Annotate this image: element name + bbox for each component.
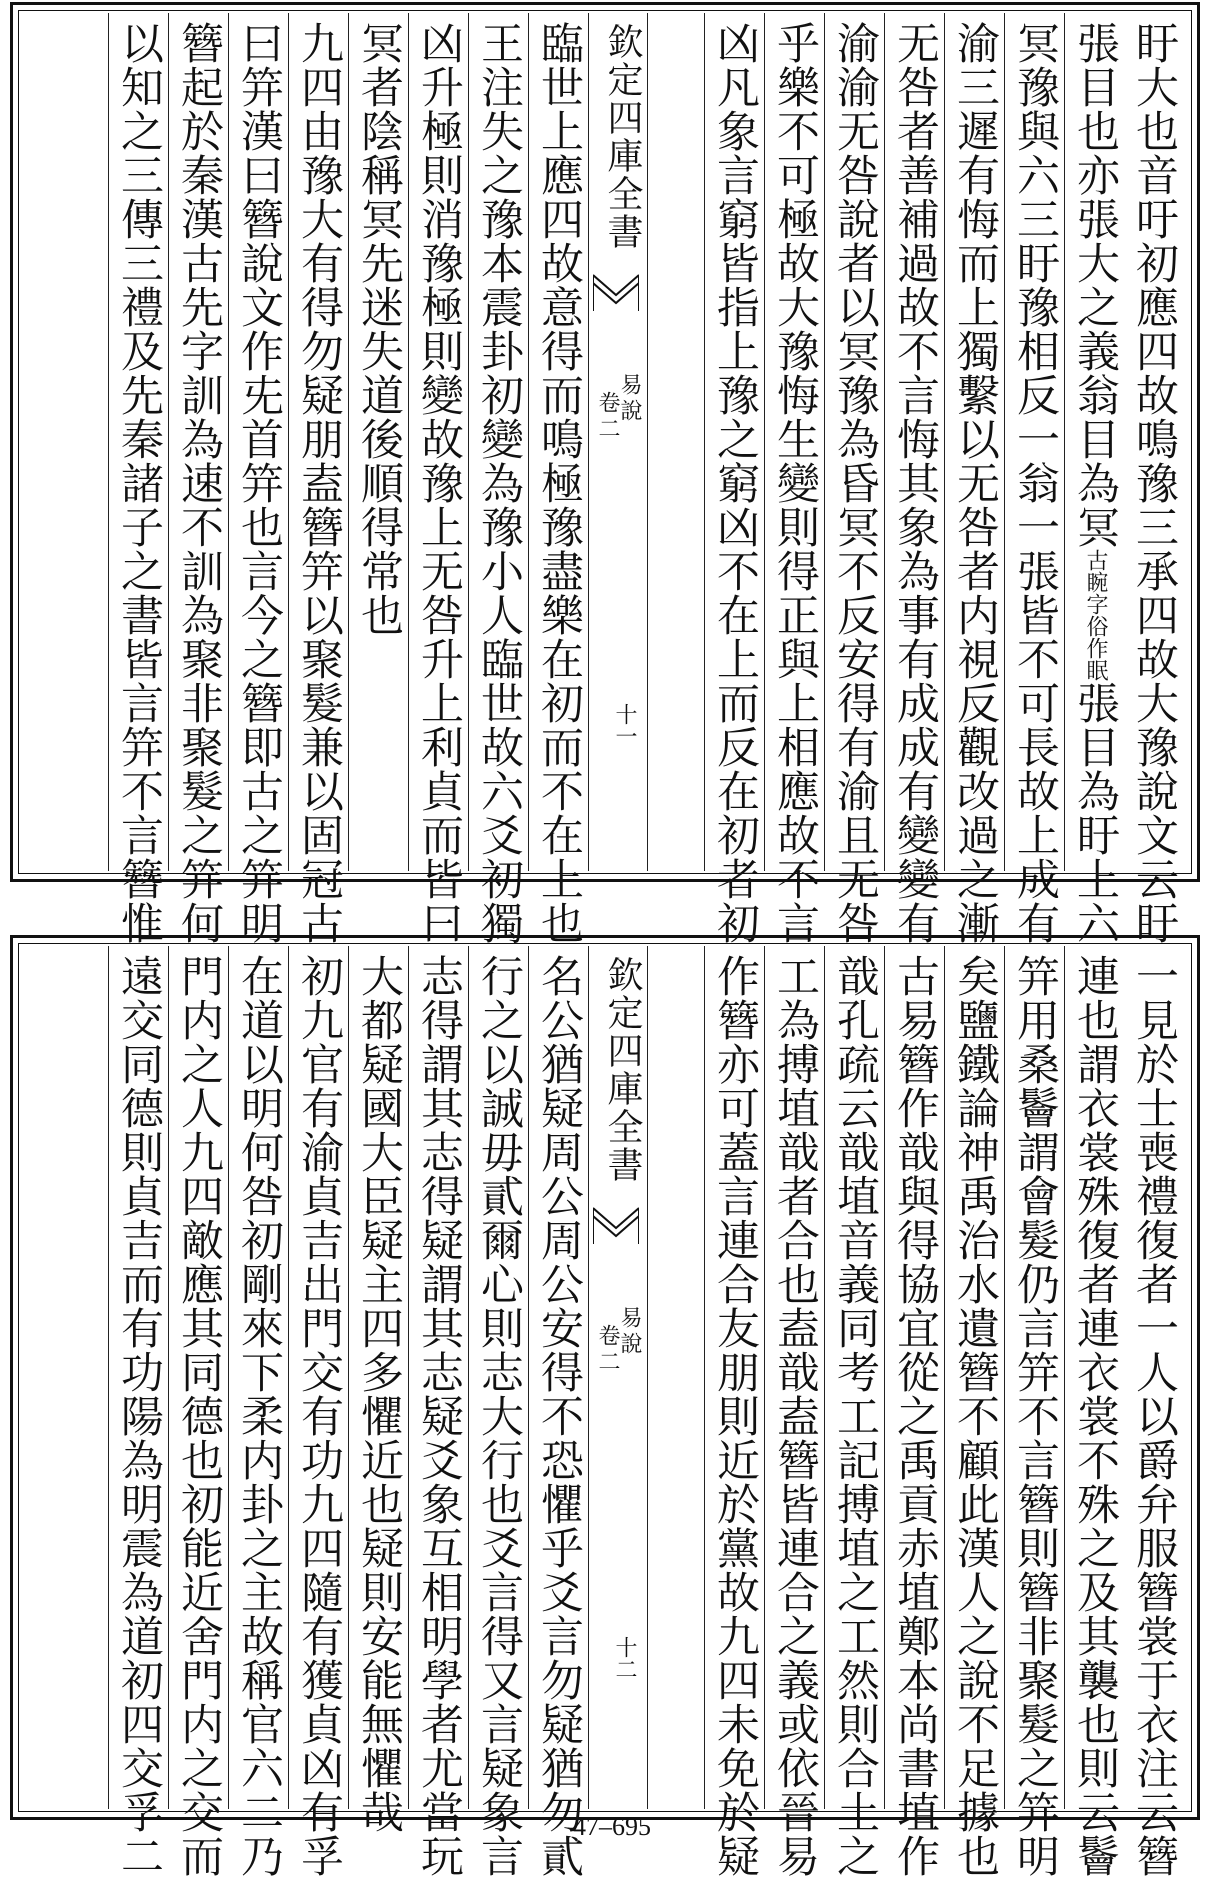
upper-page (10, 2, 1200, 945)
center-fold-margin (588, 946, 648, 1809)
center-fold-margin (588, 13, 648, 871)
column-text: 張目為盱上六 (1070, 681, 1120, 945)
text-column: 渝三遲有悔而上獨繫以无咎者内視反觀改過之漸 (944, 13, 1004, 871)
text-column: 以知之三傳三禮及先秦諸子之書皆言笄不言簪惟 (108, 13, 168, 871)
footer-page-reference: 47–695 (573, 1812, 651, 1841)
upper-page-body (21, 13, 1189, 945)
text-column: 行之以誠毋貳爾心則志大行也爻言得又言疑象言 (468, 946, 528, 1809)
text-column: 曰笄漢曰簪說文作兂首笄也言今之簪即古之笄明 (228, 13, 288, 871)
header-title: 欽定四庫全書 (602, 23, 643, 251)
text-column: 王注失之豫本震卦初變為豫小人臨世故六爻初獨 (468, 13, 528, 871)
text-column: 凶凡象言窮皆指上豫之窮凶不在上而反在初者初 (704, 13, 764, 871)
text-column: 工為搏埴戠者合也盍戠盍簪皆連合之義或依晉易 (764, 946, 824, 1809)
text-column: 遠交同德則貞吉而有功陽為明震為道初四交孚二 (108, 946, 168, 1809)
book-name: 易說 (617, 373, 642, 425)
text-column: 盱大也音吁初應四故鳴豫三承四故大豫說文云盱 (1129, 21, 1179, 945)
text-column: 乎樂不可極故大豫悔生變則得正與上相應故不言 (764, 13, 824, 871)
text-column: 門内之人九四敵應其同德也初能近舍門内之交而 (168, 946, 228, 1809)
text-column: 渝渝无咎說者以冥豫為昏冥不反安得有渝且无咎 (824, 13, 884, 871)
text-column: 矣鹽鐵論神禹治水遺簪不顧此漢人之說不足據也 (944, 946, 1004, 1809)
page-number: 十二 (612, 1636, 637, 1680)
text-column: 初九官有渝貞吉出門交有功九四隨有獲貞凶有孚 (288, 946, 348, 1809)
text-column: 戠孔疏云戠埴音義同考工記搏埴之工然則合土之 (824, 946, 884, 1809)
annotation-note: 古睕字俗作眠 (1083, 549, 1108, 681)
text-column (1064, 13, 1124, 945)
text-column: 古易簪作戠與得協宜從之禹貢赤埴鄭本尚書埴作 (884, 946, 944, 1809)
text-column: 凶升極則消豫極則變故豫上无咎升上利貞而皆曰 (408, 13, 468, 871)
text-column: 在道以明何咎初剛來下柔内卦之主故稱官六二乃 (228, 946, 288, 1809)
column-text: 張目也亦張大之義翁目為冥 (1070, 21, 1120, 549)
text-column: 笄用桑鬠謂會髮仍言笄不言簪則簪非聚髮之笄明 (1004, 946, 1064, 1809)
text-column: 作簪亦可蓋言連合友朋則近於黨故九四未免於疑 (704, 946, 764, 1809)
text-column: 志得謂其志得疑謂其志疑爻象互相明學者尤當玩 (408, 946, 468, 1809)
text-column: 冥豫與六三盱豫相反一翁一張皆不可長故上成有 (1004, 13, 1064, 871)
text-column: 名公猶疑周公周公安得不恐懼乎爻言勿疑猶勿貳 (528, 946, 588, 1809)
text-column: 簪起於秦漢古先字訓為速不訓為聚非聚髮之笄何 (168, 13, 228, 871)
text-column: 連也謂衣裳殊復者連衣裳不殊之及其襲也則云鬠 (1064, 946, 1124, 1809)
fish-tail-mark-icon (593, 271, 639, 311)
text-column: 大都疑國大臣疑主四多懼近也疑則安能無懼哉 (348, 946, 408, 1809)
fish-tail-mark-icon (593, 1204, 639, 1244)
book-name: 易說 (617, 1306, 642, 1358)
text-column: 臨世上應四故意得而鳴極豫盡樂在初而不在上也 (528, 13, 588, 871)
text-column: 冥者陰稱冥先迷失道後順得常也 (348, 13, 408, 871)
text-column: 一見於士喪禮復者一人以爵弁服簪裳于衣注云簪 (1129, 954, 1179, 1878)
volume-label: 卷二 (595, 391, 620, 443)
header-title: 欽定四庫全書 (602, 956, 643, 1184)
volume-label: 卷二 (595, 1324, 620, 1376)
text-column: 九四由豫大有得勿疑朋盍簪笄以聚髮兼以固冠古 (288, 13, 348, 871)
page-number: 十一 (612, 703, 637, 747)
text-column: 无咎者善補過故不言悔其象為事有成成有變變有 (884, 13, 944, 871)
